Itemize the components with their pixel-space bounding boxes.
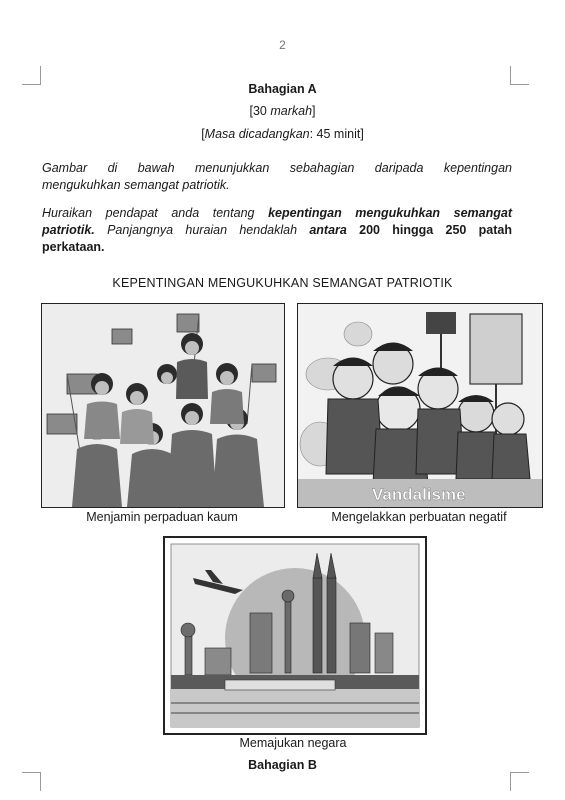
cartoon-vandalism — [297, 303, 543, 508]
crop-mark-bottom-right — [510, 772, 529, 791]
instruction-paragraph — [42, 205, 512, 256]
image-nation-progress — [163, 536, 427, 735]
photo-unity-crowd — [41, 303, 285, 508]
instruction-line-3: perkataan. — [42, 240, 105, 254]
crowd-illustration — [42, 304, 284, 507]
section-heading: Bahagian A — [248, 82, 317, 96]
cityscape-illustration — [165, 538, 425, 733]
vandalism-overlay-text: Vandalisme — [372, 485, 466, 504]
time-line: [Masa dicadangkan: 45 minit] — [201, 127, 364, 141]
intro-paragraph — [42, 160, 512, 194]
caption-negative: Mengelakkan perbuatan negatif — [331, 510, 507, 524]
poster-title: KEPENTINGAN MENGUKUHKAN SEMANGAT PATRIOTIK — [112, 276, 453, 290]
intro-line-2: mengukuhkan semangat patriotik. — [42, 178, 230, 192]
caption-unity: Menjamin perpaduan kaum — [86, 510, 238, 524]
marks-line: [30 markah] — [249, 104, 316, 118]
intro-line-1: Gambar di bawah menunjukkan sebahagian daripada kepentingan — [42, 161, 512, 175]
vandalism-illustration — [298, 304, 542, 507]
crop-mark-bottom-left — [22, 772, 41, 791]
page-number: 2 — [279, 38, 286, 52]
next-section-heading: Bahagian B — [248, 758, 317, 772]
caption-progress: Memajukan negara — [239, 736, 347, 750]
instruction-line-2: patriotik. Panjangnya huraian hendaklah antara 200 hingga 250 patah — [42, 223, 512, 237]
instruction-line-1: Huraikan pendapat anda tentang kepentingan mengukuhkan semangat — [42, 206, 512, 220]
